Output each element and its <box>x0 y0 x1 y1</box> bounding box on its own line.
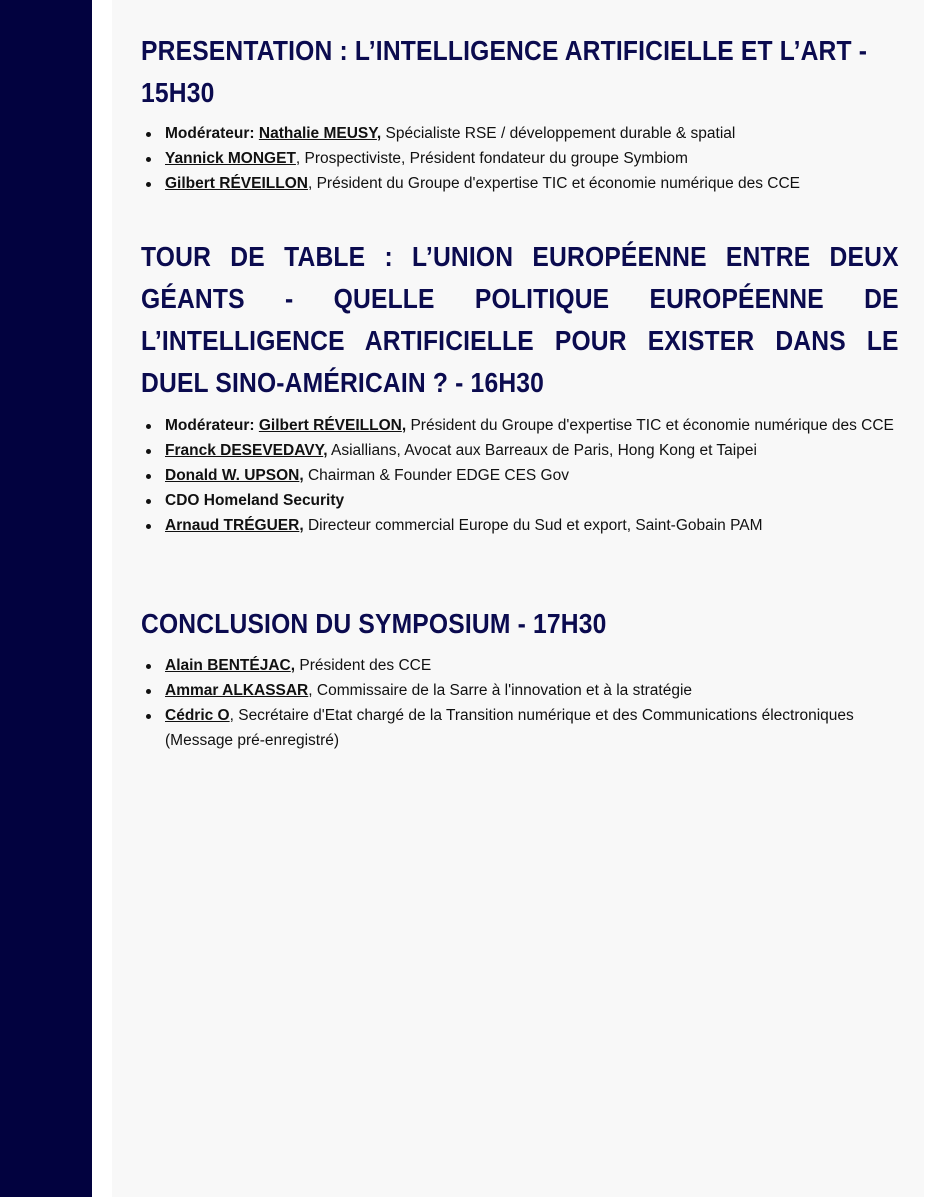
speaker-name-link[interactable]: Alain BENTÉJAC <box>165 657 291 674</box>
speaker-name-link[interactable]: Donald W. UPSON <box>165 467 300 484</box>
speaker-description: Président du Groupe d'expertise TIC et économie numérique des CCE <box>406 417 894 434</box>
separator: , <box>299 517 304 534</box>
speaker-description: Commissaire de la Sarre à l'innovation et à la stratégie <box>312 682 693 699</box>
moderator-label: Modérateur: <box>165 417 259 434</box>
right-edge <box>924 0 938 1200</box>
speaker-name-link[interactable]: Gilbert RÉVEILLON <box>258 417 402 434</box>
separator: , <box>229 707 234 724</box>
separator: , <box>401 417 407 434</box>
speaker-description: Prospectiviste, Président fondateur du groupe Symbiom <box>300 150 688 167</box>
list-item <box>141 413 899 438</box>
separator: , <box>290 657 296 674</box>
section-title-conclusion: CONCLUSION DU SYMPOSIUM - 17H30 <box>141 608 607 639</box>
separator: , <box>295 150 301 167</box>
separator: , <box>308 682 313 699</box>
speaker-description: Directeur commercial Europe du Sud et export, Saint-Gobain PAM <box>303 517 763 534</box>
speaker-name-link[interactable]: Arnaud TRÉGUER <box>165 517 300 534</box>
speaker-name-link[interactable]: Nathalie MEUSY <box>258 125 377 142</box>
speaker-name-link[interactable]: Yannick MONGET <box>165 150 296 167</box>
list-item <box>141 121 899 146</box>
list-item <box>141 703 899 753</box>
list-item <box>141 146 899 171</box>
section-title-presentation: PRESENTATION : L’INTELLIGENCE ARTIFICIELLE ET L’ART - 15H30 <box>141 35 868 108</box>
list-item <box>141 488 899 513</box>
speaker-name-link[interactable]: Cédric O <box>165 707 230 724</box>
speaker-list-conclusion <box>141 653 899 753</box>
speaker-description: Président des CCE <box>295 657 432 674</box>
separator: , <box>323 442 328 459</box>
speaker-list-tour-de-table <box>141 413 899 538</box>
separator: , <box>376 125 382 142</box>
list-item <box>141 171 899 196</box>
list-item <box>141 463 899 488</box>
speaker-description: Asiallians, Avocat aux Barreaux de Paris, Hong Kong et Taipei <box>327 442 757 459</box>
speaker-name-link[interactable]: Ammar ALKASSAR <box>165 682 309 699</box>
speaker-list-presentation <box>141 121 899 196</box>
list-item <box>141 653 899 678</box>
separator: , <box>307 175 313 192</box>
speaker-description: Secrétaire d'Etat chargé de la Transition numérique et des Communications électroniques (Message pré-enregistré) <box>165 707 854 749</box>
list-item <box>141 678 899 703</box>
gutter <box>92 0 112 1200</box>
speaker-title: CDO Homeland Security <box>165 492 345 509</box>
speaker-description: Chairman & Founder EDGE CES Gov <box>303 467 569 484</box>
list-item <box>141 438 899 463</box>
speaker-name-link[interactable]: Franck DESEVEDAVY <box>165 442 324 459</box>
moderator-label: Modérateur: <box>165 125 259 142</box>
speaker-name-link[interactable]: Gilbert RÉVEILLON <box>165 175 308 192</box>
sidebar-bar <box>0 0 92 1197</box>
list-item <box>141 513 899 538</box>
separator: , <box>299 467 304 484</box>
speaker-description: Président du Groupe d'expertise TIC et économie numérique des CCE <box>312 175 801 192</box>
section-title-tour-de-table: TOUR DE TABLE : L’UNION EUROPÉENNE ENTRE DEUX GÉANTS - QUELLE POLITIQUE EUROPÉENNE DE L’INTELLIGENCE ARTIFICIELLE POUR EXISTER DANS LE DUEL SINO-AMÉRICAIN ? - 16H30 <box>141 241 899 398</box>
content-panel <box>112 0 924 1197</box>
speaker-description: Spécialiste RSE / développement durable & spatial <box>381 125 736 142</box>
